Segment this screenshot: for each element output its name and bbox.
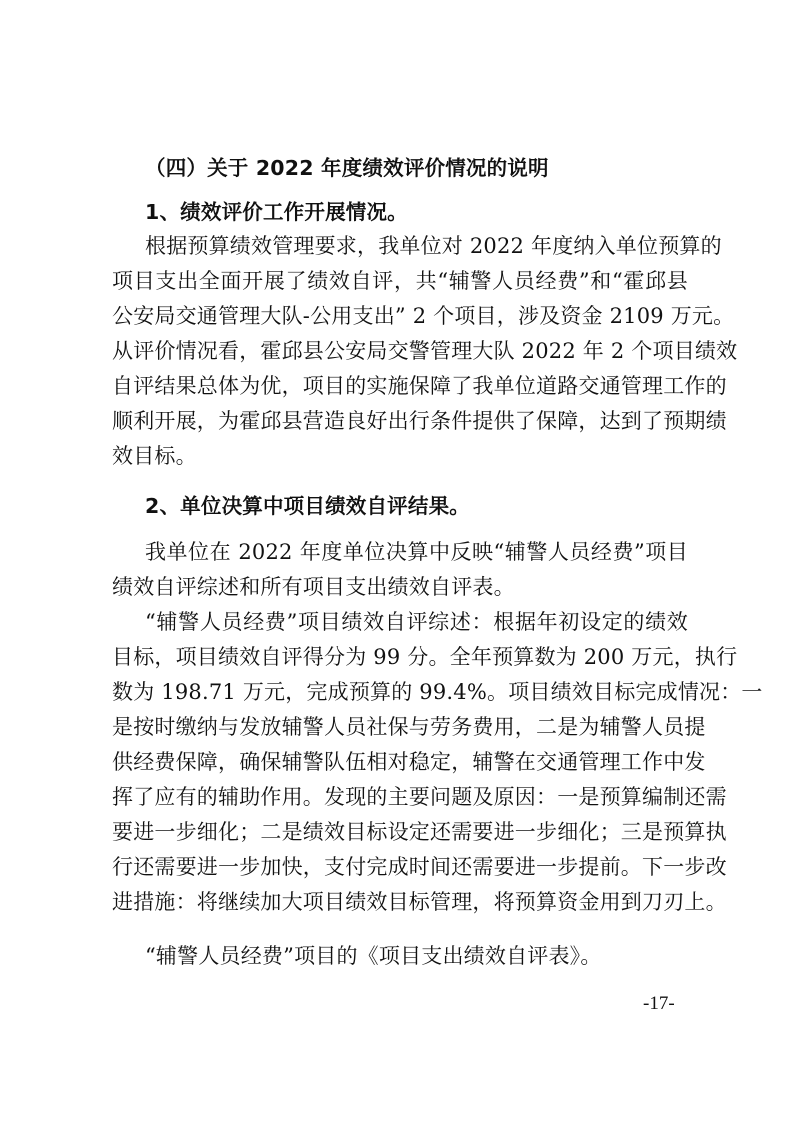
paragraph-line: 我单位在 2022 年度单位决算中反映“辅警人员经费”项目	[145, 540, 688, 564]
paragraph-line: 挥了应有的辅助作用。发现的主要问题及原因：一是预算编制还需	[112, 785, 727, 809]
paragraph-line: 目标，项目绩效自评得分为 99 分。全年预算数为 200 万元，执行	[112, 645, 738, 669]
section-heading: （四）关于 2022 年度绩效评价情况的说明	[145, 156, 549, 180]
paragraph-line: 根据预算绩效管理要求，我单位对 2022 年度纳入单位预算的	[145, 234, 722, 258]
page-number: -17-	[643, 993, 675, 1014]
paragraph-line: 要进一步细化；二是绩效目标设定还需要进一步细化；三是预算执	[112, 820, 727, 844]
paragraph-line: 绩效自评综述和所有项目支出绩效自评表。	[112, 575, 515, 599]
paragraph-line: 从评价情况看，霍邱县公安局交警管理大队 2022 年 2 个项目绩效	[112, 339, 738, 363]
paragraph-line: 自评结果总体为优，项目的实施保障了我单位道路交通管理工作的	[112, 374, 727, 398]
paragraph-line: 项目支出全面开展了绩效自评，共“辅警人员经费”和“霍邱县	[112, 269, 688, 293]
paragraph-line: 数为 198.71 万元，完成预算的 99.4%。项目绩效目标完成情况：一	[112, 680, 763, 704]
paragraph-line: “辅警人员经费”项目绩效自评综述：根据年初设定的绩效	[145, 610, 688, 634]
subheading-evaluation-work: 1、绩效评价工作开展情况。	[145, 200, 408, 224]
paragraph-line: 顺利开展，为霍邱县营造良好出行条件提供了保障，达到了预期绩	[112, 409, 727, 433]
subheading-self-evaluation-results: 2、单位决算中项目绩效自评结果。	[145, 494, 470, 518]
paragraph-table-reference: “辅警人员经费”项目的《项目支出绩效自评表》。	[145, 944, 602, 968]
paragraph-line: 效目标。	[112, 444, 197, 468]
paragraph-line: 行还需要进一步加快，支付完成时间还需要进一步提前。下一步改	[112, 855, 727, 879]
paragraph-line: 公安局交通管理大队-公用支出” 2 个项目，涉及资金 2109 万元。	[112, 304, 735, 328]
paragraph-line: 进措施：将继续加大项目绩效目标管理，将预算资金用到刀刃上。	[112, 890, 727, 914]
paragraph-line: 是按时缴纳与发放辅警人员社保与劳务费用，二是为辅警人员提	[112, 715, 706, 739]
paragraph-line: 供经费保障，确保辅警队伍相对稳定，辅警在交通管理工作中发	[112, 750, 706, 774]
